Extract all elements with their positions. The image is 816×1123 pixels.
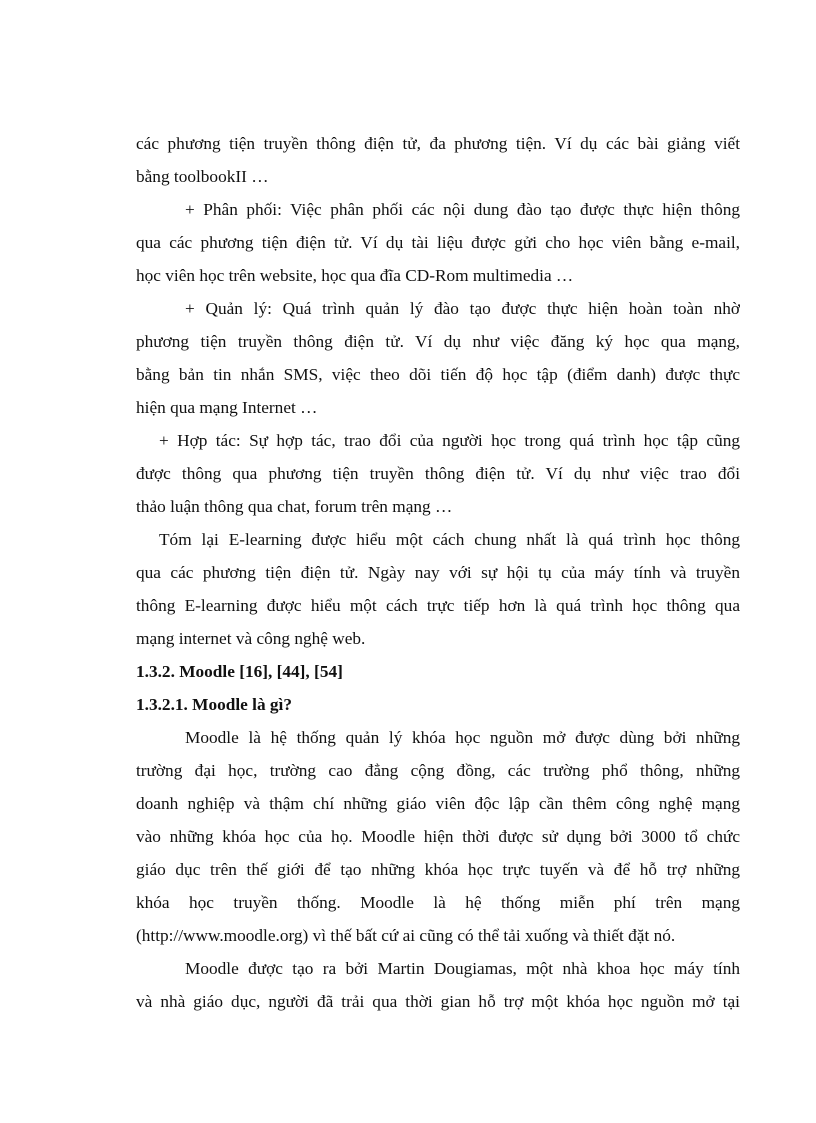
subsection-heading: 1.3.2.1. Moodle là gì? (136, 695, 293, 714)
text-line: trường đại học, trường cao đẳng cộng đồng, các trường phổ thông, những (136, 761, 740, 780)
section-heading: 1.3.2. Moodle [16], [44], [54] (136, 662, 343, 681)
text-line: qua các phương tiện điện tử. Ngày nay với sự hội tụ của máy tính và truyền (136, 563, 740, 582)
text-line: thông E-learning được hiểu một cách trực tiếp hơn là quá trình học thông qua (136, 596, 740, 615)
text-line: vào những khóa học của họ. Moodle hiện thời được sử dụng bởi 3000 tổ chức (136, 827, 740, 846)
text-line: + Quản lý: Quá trình quản lý đào tạo được thực hiện hoàn toàn nhờ (185, 299, 740, 318)
text-line: Moodle được tạo ra bởi Martin Dougiamas, một nhà khoa học máy tính (185, 959, 740, 978)
text-line: và nhà giáo dục, người đã trải qua thời gian hỗ trợ một khóa học nguồn mở tại (136, 992, 740, 1011)
text-line: thảo luận thông qua chat, forum trên mạng … (136, 497, 453, 516)
text-line: các phương tiện truyền thông điện tử, đa phương tiện. Ví dụ các bài giảng viết (136, 134, 740, 153)
text-line: bằng bản tin nhắn SMS, việc theo dõi tiến độ học tập (điểm danh) được thực (136, 365, 740, 384)
text-line: giáo dục trên thế giới để tạo những khóa học trực tuyến và để hỗ trợ những (136, 860, 740, 879)
text-line: bằng toolbookII … (136, 167, 269, 186)
text-line: Tóm lại E-learning được hiểu một cách chung nhất là quá trình học thông (159, 530, 740, 549)
text-line: phương tiện truyền thông điện tử. Ví dụ như việc đăng ký học qua mạng, (136, 332, 740, 351)
text-line: khóa học truyền thống. Moodle là hệ thống miễn phí trên mạng (136, 893, 740, 912)
text-line: (http://www.moodle.org) vì thế bất cứ ai cũng có thể tải xuống và thiết đặt nó. (136, 926, 676, 945)
text-line: mạng internet và công nghệ web. (136, 629, 366, 648)
text-line: doanh nghiệp và thậm chí những giáo viên độc lập cần thêm công nghệ mạng (136, 794, 740, 813)
text-line: hiện qua mạng Internet … (136, 398, 318, 417)
text-line: được thông qua phương tiện truyền thông điện tử. Ví dụ như việc trao đổi (136, 464, 740, 483)
text-line: qua các phương tiện điện tử. Ví dụ tài liệu được gửi cho học viên bằng e-mail, (136, 233, 740, 252)
text-line: học viên học trên website, học qua đĩa CD-Rom multimedia … (136, 266, 574, 285)
text-line: Moodle là hệ thống quản lý khóa học nguồn mở được dùng bởi những (185, 728, 740, 747)
text-line: + Phân phối: Việc phân phối các nội dung đào tạo được thực hiện thông (185, 200, 740, 219)
text-line: + Hợp tác: Sự hợp tác, trao đổi của người học trong quá trình học tập cũng (159, 431, 740, 450)
